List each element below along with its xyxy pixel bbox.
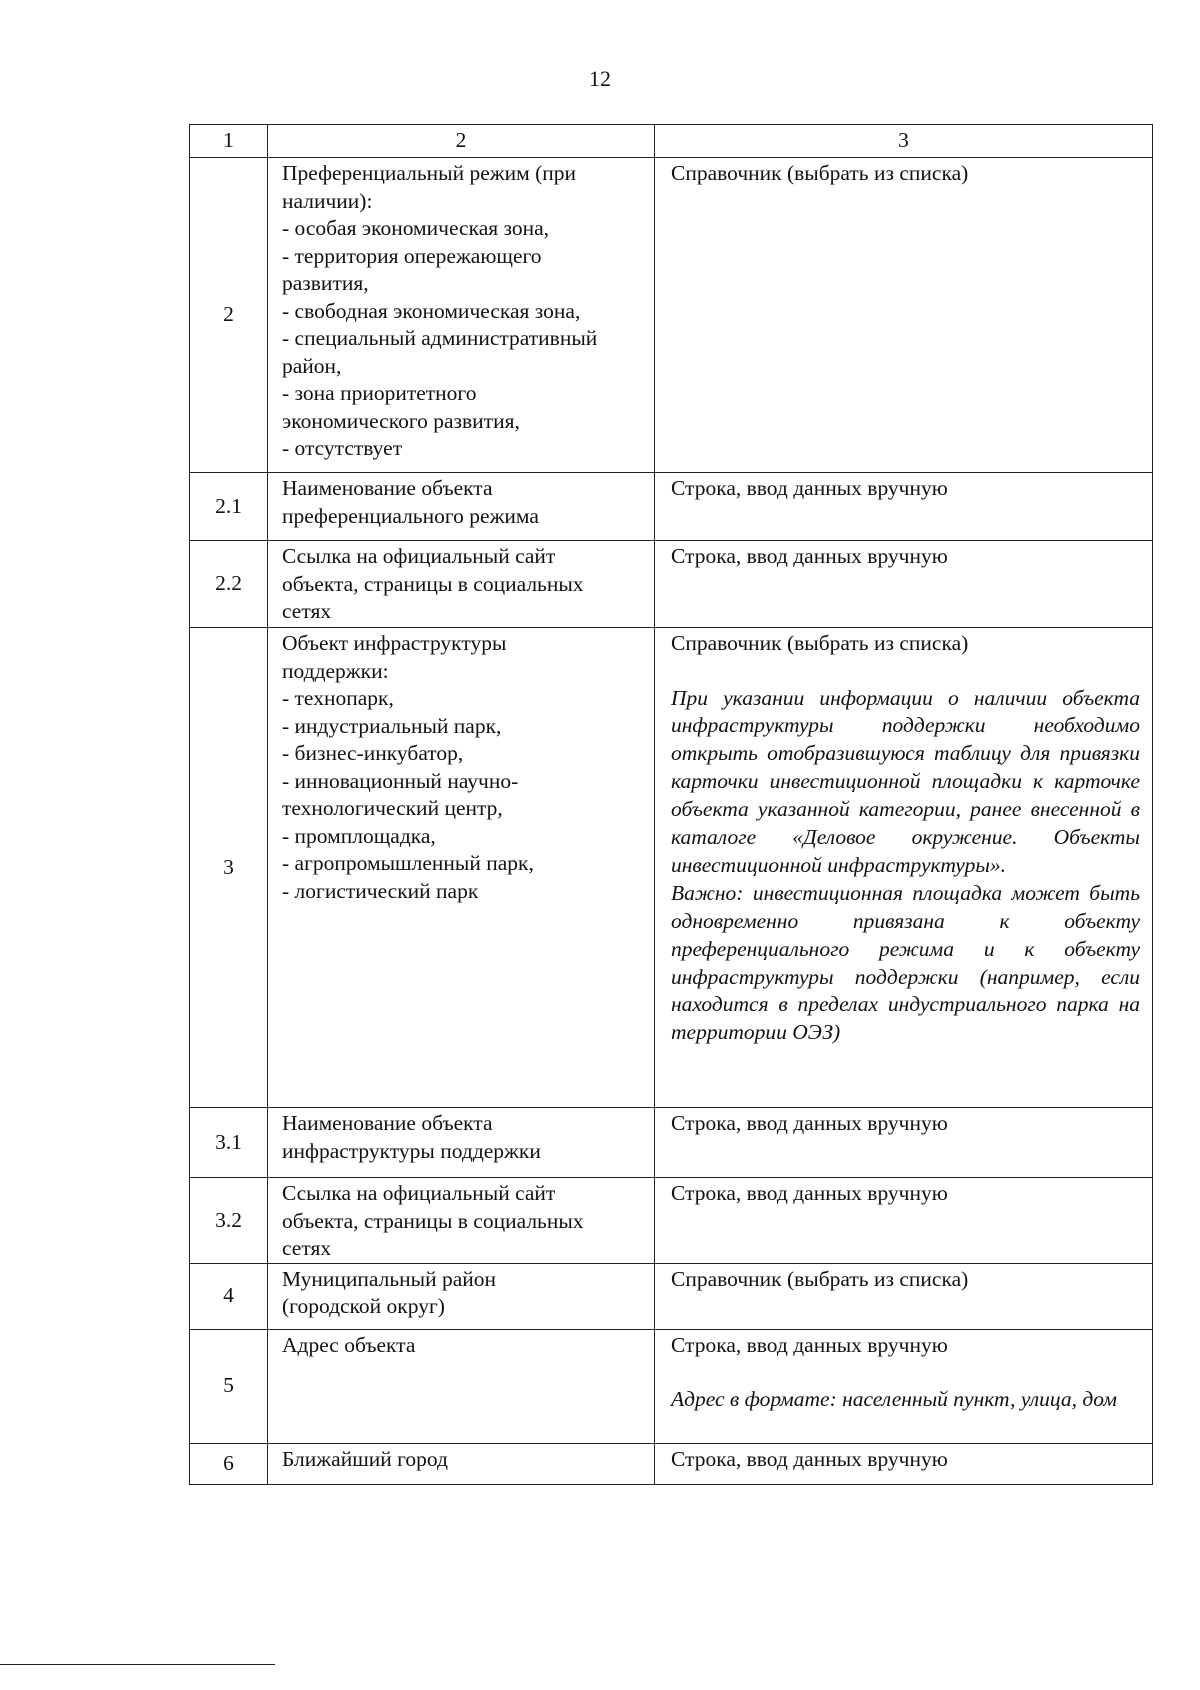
field-name-line: Муниципальный район: [282, 1266, 497, 1291]
row-field-name: [268, 1263, 655, 1329]
field-name-line: технологический центр,: [282, 796, 503, 820]
field-name-line: Наименование объекта: [282, 476, 493, 500]
table-row: [190, 1263, 1153, 1329]
field-name-line: сетях: [282, 1236, 332, 1260]
row-number: 2.2: [190, 541, 268, 628]
row-field-type: [655, 158, 1153, 473]
row-field-type: [655, 1108, 1153, 1178]
table-row: [190, 1443, 1153, 1484]
field-name-line: - технопарк,: [282, 686, 394, 710]
row-field-type: [655, 473, 1153, 541]
table-row: [190, 473, 1153, 541]
field-type-text: Строка, ввод данных вручную: [671, 544, 948, 568]
field-name-line: инфраструктуры поддержки: [282, 1138, 541, 1163]
field-name-line: Ближайший город: [282, 1446, 448, 1471]
field-name-line: преференциального режима: [282, 503, 539, 528]
field-type-text: Справочник (выбрать из списка): [671, 631, 969, 655]
row-number: 6: [190, 1443, 268, 1484]
row-field-type: [655, 1178, 1153, 1264]
field-name-line: наличии):: [282, 188, 373, 213]
field-name-line: Объект инфраструктуры: [282, 631, 507, 655]
field-name-line: - отсутствует: [282, 436, 403, 460]
field-name-line: развития,: [282, 271, 369, 295]
field-type-text: Строка, ввод данных вручную: [671, 1446, 948, 1471]
field-name-line: Наименование объекта: [282, 1111, 493, 1135]
header-col-3: 3: [655, 125, 1153, 158]
field-name-line: - территория опережающего: [282, 243, 542, 268]
footnote-separator: [0, 1664, 275, 1665]
row-field-name: [268, 1443, 655, 1484]
field-name-line: экономического развития,: [282, 408, 520, 433]
row-field-type: [655, 1329, 1153, 1443]
row-field-name: [268, 1178, 655, 1264]
field-name-line: - агропромышленный парк,: [282, 851, 534, 875]
table-row: [190, 1108, 1153, 1178]
field-name-line: - промплощадка,: [282, 823, 436, 848]
row-field-type: [655, 541, 1153, 628]
field-name-line: Преференциальный режим (при: [282, 161, 577, 185]
header-col-2: 2: [268, 125, 655, 158]
field-note: Адрес в формате: населенный пункт, улица, дом: [671, 1387, 1117, 1411]
row-field-type: [655, 1263, 1153, 1329]
field-name-line: - особая экономическая зона,: [282, 216, 550, 240]
row-number: 2.1: [190, 473, 268, 541]
field-name-line: - логистический парк: [282, 878, 479, 903]
table-row: [190, 1178, 1153, 1264]
field-type-text: Справочник (выбрать из списка): [671, 161, 969, 185]
field-name-line: - индустриальный парк,: [282, 713, 502, 738]
field-name-line: район,: [282, 353, 342, 378]
row-field-type: [655, 1443, 1153, 1484]
fields-table: [189, 124, 1153, 1485]
row-number: 3.1: [190, 1108, 268, 1178]
field-type-text: Строка, ввод данных вручную: [671, 1332, 948, 1357]
table-row: [190, 158, 1153, 473]
field-name-line: поддержки:: [282, 658, 389, 683]
row-number: 3: [190, 628, 268, 1108]
field-name-line: (городской округ): [282, 1294, 445, 1318]
field-name-line: - зона приоритетного: [282, 381, 477, 405]
row-number: 2: [190, 158, 268, 473]
row-field-name: [268, 158, 655, 473]
row-number: 4: [190, 1263, 268, 1329]
field-type-text: Строка, ввод данных вручную: [671, 1181, 948, 1205]
field-name-line: объекта, страницы в социальных: [282, 571, 584, 596]
field-note: При указании информации о наличии объекта инфраструктуры поддержки необходимо открыть отобразившуюся таблицу для привязки карточки инвестиционной площадки к карточке объекта указанной категории, ранее внесенной в каталоге «Деловое окружение. Объекты инвестиционной инфраструктуры».: [671, 685, 1140, 877]
field-name-line: - специальный административный: [282, 326, 598, 350]
field-type-text: Строка, ввод данных вручную: [671, 1111, 948, 1135]
header-col-1: 1: [190, 125, 268, 158]
table-row: [190, 1329, 1153, 1443]
table-header-row: [190, 125, 1153, 158]
table-row: [190, 628, 1153, 1108]
field-important-note: Важно: инвестиционная площадка может быть одновременно привязана к объекту преференциального режима и к объекту инфраструктуры поддержки (например, если находится в пределах индустриального парка на территории ОЭЗ): [671, 880, 1140, 1045]
field-name-line: Ссылка на официальный сайт: [282, 1181, 556, 1205]
row-field-name: [268, 1329, 655, 1443]
row-number: 3.2: [190, 1178, 268, 1264]
row-field-name: [268, 1108, 655, 1178]
row-field-name: [268, 473, 655, 541]
row-number: 5: [190, 1329, 268, 1443]
field-name-line: - бизнес-инкубатор,: [282, 741, 464, 765]
field-name-line: - свободная экономическая зона,: [282, 298, 581, 323]
page-number: 12: [589, 66, 611, 91]
field-type-text: Справочник (выбрать из списка): [671, 1266, 969, 1291]
table-row: [190, 541, 1153, 628]
field-name-line: - инновационный научно-: [282, 768, 519, 793]
row-field-type: [655, 628, 1153, 1108]
row-field-name: [268, 541, 655, 628]
field-type-text: Строка, ввод данных вручную: [671, 476, 948, 500]
field-name-line: сетях: [282, 599, 332, 623]
field-name-line: Адрес объекта: [282, 1332, 416, 1357]
field-name-line: Ссылка на официальный сайт: [282, 544, 556, 568]
row-field-name: [268, 628, 655, 1108]
field-name-line: объекта, страницы в социальных: [282, 1208, 584, 1233]
